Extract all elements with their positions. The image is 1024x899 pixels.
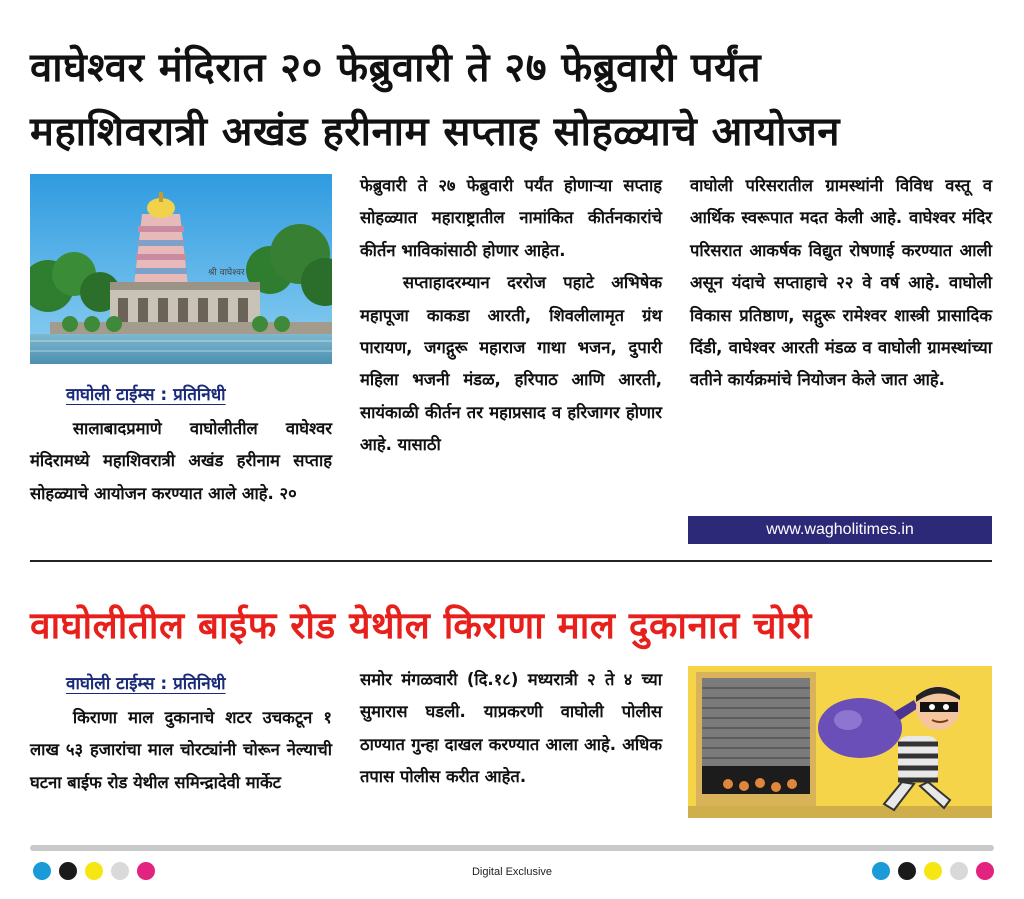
- story2-column-2-text: समोर मंगळवारी (दि.१८) मध्यरात्री २ ते ४ च्या सुमारास घडली. याप्रकरणी वाघोली पोलीस ठाण्यात गुन्हा दाखल करण्यात आला आहे. अधिक तपास पोलीस करीत आहेत.: [360, 670, 662, 787]
- registration-dot: [898, 862, 916, 880]
- story1-headline-line2: महाशिवरात्री अखंड हरीनाम सप्ताह सोहळ्याचे आयोजन: [30, 109, 841, 155]
- footer-rule: [30, 845, 994, 851]
- registration-dot: [950, 862, 968, 880]
- story2-byline: वाघोली टाईम्स : प्रतिनिधी: [66, 674, 226, 694]
- footer-label: Digital Exclusive: [471, 866, 553, 878]
- registration-dot: [924, 862, 942, 880]
- story1-column-3-text: वाघोली परिसरातील ग्रामस्थांनी विविध वस्तू व आर्थिक स्वरूपात मदत केली आहे. वाघेश्वर मंदिर परिसरात आकर्षक विद्युत रोषणाई करण्यात आली असून यंदाचे सप्ताहाचे २२ वे वर्ष आहे. वाघोली विकास प्रतिष्ठाण, सद्गुरू रामेश्वर शास्त्री प्रासादिक दिंडी, वाघेश्वर आरती मंडळ व वाघोली ग्रामस्थांच्या वतीने कार्यक्रमांचे नियोजन केले जात आहे.: [690, 176, 992, 390]
- story-divider: [30, 560, 992, 562]
- story1-column-2-para-1: फेब्रुवारी ते २७ फेब्रुवारी पर्यंत होणाऱ्या सप्ताह सोहळ्यात महाराष्ट्रातील नामांकित कीर्तनकारांचे कीर्तन भाविकांसाठी होणार आहेत.: [360, 176, 662, 260]
- story1-column-3: [690, 170, 992, 397]
- story1-byline: वाघोली टाईम्स : प्रतिनिधी: [66, 385, 226, 405]
- thief-cartoon-image: [688, 666, 992, 818]
- story1-column-1: [30, 413, 332, 510]
- story1-column-1-text: सालाबादप्रमाणे वाघोलीतील वाघेश्वर मंदिरामध्ये महाशिवरात्री अखंड हरीनाम सप्ताह सोहळ्याचे आयोजन करण्यात आले आहे. २०: [30, 419, 332, 503]
- registration-marks-right: [872, 862, 994, 880]
- story1-column-2: [360, 170, 662, 462]
- story2-column-1: [30, 702, 332, 799]
- registration-dot: [976, 862, 994, 880]
- story1-column-2-para-2: सप्ताहादरम्यान दररोज पहाटे अभिषेक महापूजा काकडा आरती, शिवलीलामृत ग्रंथ पारायण, जगद्गुरू महाराज गाथा भजन, दुपारी महिला भजनी मंडळ, हरिपाठ आणि आरती, सायंकाळी कीर्तन तर महाप्रसाद व हरिजागर होणार आहे. यासाठी: [360, 273, 662, 455]
- temple-photo: [30, 174, 332, 364]
- story2-column-2: [360, 664, 662, 794]
- story1-headline-line1: वाघेश्वर मंदिरात २० फेब्रुवारी ते २७ फेब्रुवारी पर्यंत: [30, 45, 762, 91]
- story2-column-1-text: किराणा माल दुकानाचे शटर उचकटून १ लाख ५३ हजारांचा माल चोरट्यांनी चोरून नेल्याची घटना बाईफ रोड येथील समिन्द्रादेवी मार्केट: [30, 708, 332, 792]
- registration-dot: [872, 862, 890, 880]
- story2-headline: वाघोलीतील बाईफ रोड येथील किराणा माल दुकानात चोरी: [30, 604, 812, 647]
- website-banner: www.wagholitimes.in: [688, 516, 992, 544]
- temple-sign-text: श्री वाघेश्वर: [208, 268, 245, 278]
